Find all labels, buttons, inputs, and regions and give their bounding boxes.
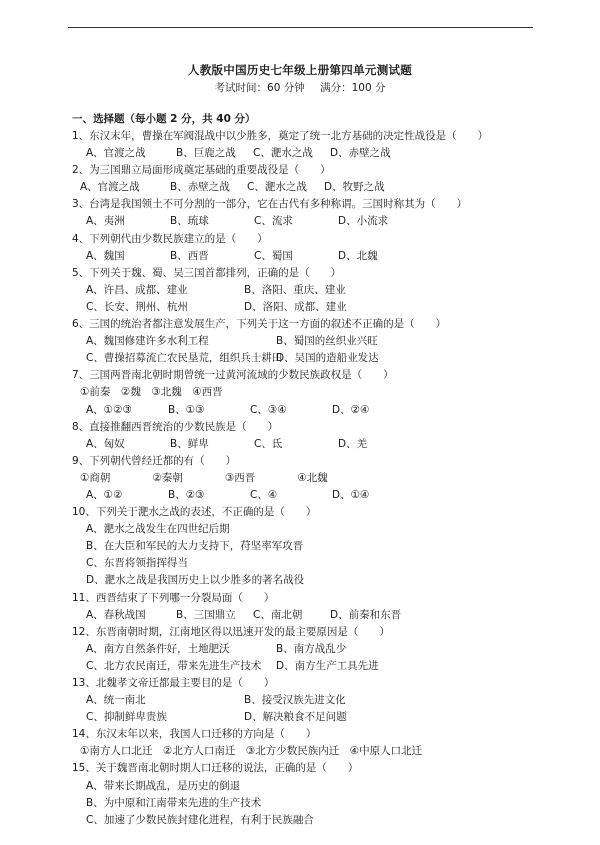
- option: C、长安、荆州、杭州: [86, 300, 188, 313]
- option-row: [72, 282, 542, 299]
- question-items: ①商朝 ②秦朝 ③西晋 ④北魏: [80, 471, 328, 484]
- option: B、蜀国的丝织业兴旺: [276, 335, 378, 348]
- option: C、抑制鲜卑贵族: [86, 711, 167, 724]
- option-row: [72, 436, 542, 453]
- option-row: [72, 333, 542, 350]
- option: D、解决粮食不足问题: [244, 711, 347, 724]
- question-stem: 14、东汉末年以来，我国人口迁移的方向是（ ）: [72, 728, 317, 741]
- option-row: [72, 641, 542, 658]
- option: C、淝水之战: [247, 181, 307, 194]
- option: B、在大臣和军民的大力支持下，苻坚率军攻晋: [86, 540, 304, 553]
- option: D、淝水之战是我国历史上以少胜多的著名战役: [86, 574, 305, 587]
- option: C、流求: [254, 215, 293, 228]
- option: A、春秋战国: [86, 608, 146, 621]
- option: D、南方生产工具先进: [276, 659, 379, 672]
- option: D、羌: [338, 437, 368, 450]
- option-row: [72, 607, 542, 624]
- question-stem: 11、西晋结束了下列哪一分裂局面（ ）: [72, 591, 275, 604]
- option-row: [72, 709, 542, 726]
- option: A、①②③: [86, 403, 132, 416]
- question-list: [72, 128, 542, 829]
- option: D、②④: [332, 403, 370, 416]
- option: C、加速了少数民族封建化进程，有利于民族融合: [86, 813, 314, 826]
- option-row: [72, 145, 542, 162]
- question-items: ①南方人口北迁 ②北方人口南迁 ③北方少数民族内迁 ④中原人口北迁: [80, 745, 423, 758]
- exam-title: 人教版中国历史七年级上册第四单元测试题: [187, 63, 413, 77]
- option: C、东晋将领指挥得当: [86, 557, 188, 570]
- option: D、吴国的造船业发达: [276, 352, 379, 365]
- option: A、魏国修建许多水利工程: [86, 335, 209, 348]
- option: A、许昌、成都、建业: [86, 283, 188, 296]
- option: A、①②: [86, 488, 123, 501]
- option: D、前秦和东晋: [330, 608, 402, 621]
- option: D、①④: [332, 488, 370, 501]
- option: B、三国鼎立: [176, 608, 236, 621]
- option: B、接受汉族先进文化: [244, 694, 346, 707]
- question-stem: 3、台湾是我国领土不可分割的一部分，它在古代有多种称谓。三国时称其为（ ）: [72, 198, 468, 211]
- option: A、匈奴: [86, 437, 125, 450]
- option: D、牧野之战: [324, 181, 385, 194]
- option-row: [72, 402, 542, 419]
- question-stem: 8、直接推翻西晋统治的少数民族是（ ）: [72, 420, 279, 433]
- option: C、③④: [250, 403, 287, 416]
- option: C、氐: [254, 437, 283, 450]
- exam-score: 满分：100 分: [320, 82, 386, 94]
- question-stem: 7、三国两晋南北朝时期曾统一过黄河流域的少数民族政权是（ ）: [72, 369, 394, 382]
- option: B、洛阳、重庆、建业: [244, 283, 346, 296]
- option: B、巨鹿之战: [176, 147, 236, 160]
- question-stem: 13、北魏孝文帝迁都最主要目的是（ ）: [72, 677, 275, 689]
- option-row: [72, 213, 542, 230]
- question-stem: 9、下列朝代曾经迁都的有（ ）: [72, 454, 237, 467]
- question-stem: 10、下列关于淝水之战的表述，不正确的是（ ）: [72, 506, 317, 519]
- question-stem: 2、为三国鼎立局面形成奠定基础的重要战役是（ ）: [72, 164, 331, 177]
- option: B、为中原和江南带来先进的生产技术: [86, 796, 262, 809]
- question-stem: 15、关于魏晋南北朝时期人口迁移的说法，正确的是（ ）: [72, 762, 359, 775]
- option: A、淝水之战发生在四世纪后期: [86, 523, 230, 536]
- question-stem: 1、东汉末年，曹操在军阀混战中以少胜多，奠定了统一北方基础的决定性战役是（ ）: [72, 130, 489, 142]
- option: C、淝水之战: [253, 147, 313, 160]
- option: A、夷洲: [86, 215, 125, 228]
- option: D、小流求: [338, 215, 389, 228]
- option-row: [72, 658, 542, 675]
- option: B、琉球: [170, 215, 209, 228]
- option: A、官渡之战: [86, 147, 146, 160]
- option: B、南方战乱少: [276, 642, 347, 655]
- option-row: [72, 179, 542, 196]
- option: A、带来长期战乱，是历史的倒退: [86, 779, 241, 792]
- option: C、北方农民南迁，带来先进生产技术: [86, 659, 262, 672]
- option: C、蜀国: [254, 249, 293, 262]
- question-stem: 6、三国的统治者都注意发展生产，下列关于这一方面的叙述不正确的是（ ）: [72, 318, 447, 331]
- option: D、北魏: [338, 249, 378, 262]
- question-stem: 12、东晋南朝时期，江南地区得以迅速开发的最主要原因是（ ）: [72, 625, 390, 638]
- option: B、鲜卑: [170, 437, 209, 450]
- option-row: [72, 248, 542, 265]
- option-row: [72, 299, 542, 316]
- question-items: ①前秦 ②魏 ③北魏 ④西晋: [80, 386, 223, 399]
- exam-time: 考试时间：60 分钟: [214, 82, 305, 94]
- option: C、曹操招募流亡农民垦荒，组织兵士耕田: [86, 352, 283, 365]
- option: A、魏国: [86, 249, 125, 262]
- option: D、洛阳、成都、建业: [244, 300, 347, 313]
- question-stem: 4、下列朝代由少数民族建立的是（ ）: [72, 232, 268, 245]
- option: A、南方自然条件好，土地肥沃: [86, 642, 230, 655]
- option: A、官渡之战: [80, 181, 140, 194]
- option: C、南北朝: [253, 608, 303, 621]
- option: B、②③: [168, 488, 205, 501]
- option: C、④: [250, 488, 278, 501]
- option-row: [72, 350, 542, 367]
- option: A、统一南北: [86, 694, 146, 707]
- question-stem: 5、下列关于魏、蜀、吴三国首都排列，正确的是（ ）: [72, 266, 342, 279]
- option-row: [72, 487, 542, 504]
- section-heading: 一、选择题（每小题 2 分，共 40 分）: [72, 113, 256, 125]
- option: B、①③: [168, 403, 205, 416]
- header-rule: [68, 27, 533, 28]
- option-row: [72, 692, 542, 709]
- option: B、赤壁之战: [170, 181, 230, 194]
- option: D、赤壁之战: [330, 147, 391, 160]
- exam-info: [0, 80, 600, 95]
- option: B、西晋: [170, 249, 209, 262]
